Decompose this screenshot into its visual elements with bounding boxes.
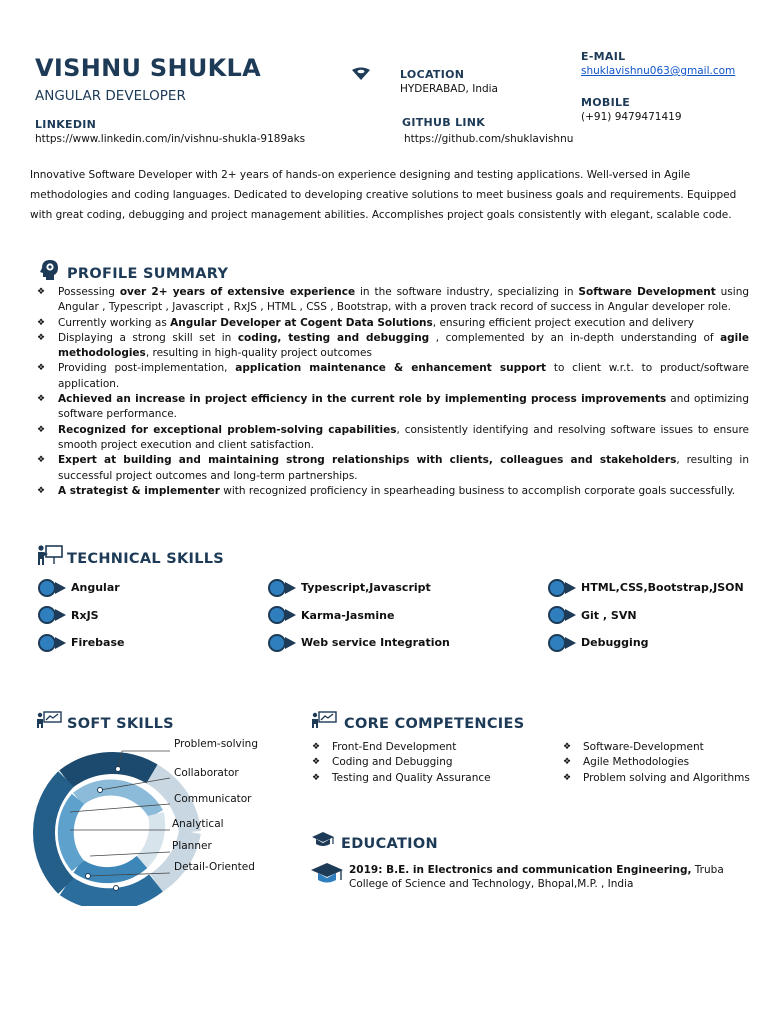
arrow-bullet-icon: [546, 634, 578, 652]
competency-item: ❖ Agile Methodologies: [563, 755, 750, 770]
profile-bullet: ❖ Achieved an increase in project efficiency in the current role by implementing process improvements and optimizing software performance.: [37, 393, 749, 421]
linkedin-value[interactable]: https://www.linkedin.com/in/vishnu-shukla-9189aks: [35, 133, 306, 145]
technical-skill-label: Web service Integration: [301, 636, 450, 650]
technical-skill-label: HTML,CSS,Bootstrap,JSON: [581, 581, 744, 595]
profile-bullet: ❖ A strategist & implementer with recognized proficiency in spearheading business to accomplish corporate goals successfully.: [37, 484, 749, 499]
arrow-bullet-icon: [266, 606, 298, 624]
profile-bullet: ❖ Recognized for exceptional problem-solving capabilities, consistently identifying and resolving software issues to ensure smooth project execution and client satisfaction.: [37, 423, 749, 451]
core-competencies-right: [563, 740, 750, 786]
presentation-icon: [311, 711, 337, 729]
email-label: E-MAIL: [581, 50, 626, 63]
arrow-bullet-icon: [546, 579, 578, 597]
soft-skill-3: Communicator: [174, 793, 252, 805]
technical-skill-item: [266, 574, 450, 602]
technical-skill-label: Angular: [71, 581, 120, 595]
diamond-bullet-icon: ❖: [37, 287, 46, 297]
arrow-bullet-icon: [36, 579, 68, 597]
candidate-role: ANGULAR DEVELOPER: [35, 88, 186, 104]
technical-skill-label: Git , SVN: [581, 608, 637, 622]
technical-skill-item: [546, 574, 744, 602]
summary-paragraph: Innovative Software Developer with 2+ years of hands-on experience designing and testing applications. Well-versed in Agile methodologies and coding languages. Dedicated to developing creative solutions to meet business goals and requirements. Equipped with great coding, debugging and project management abilities. Accomplishes project goals consistently with elegant, scalable code.: [30, 169, 737, 221]
technical-skill-label: Typescript,Javascript: [301, 581, 431, 595]
soft-skill-5: Planner: [172, 840, 212, 852]
linkedin-label: LINKEDIN: [35, 118, 97, 131]
technical-skill-item: [266, 629, 450, 657]
technical-skill-label: RxJS: [71, 608, 99, 622]
arrow-bullet-icon: [546, 606, 578, 624]
profile-bullet: ❖ Currently working as Angular Developer at Cogent Data Solutions, ensuring efficient project execution and delivery: [37, 316, 749, 331]
email-link[interactable]: shuklavishnu063@gmail.com: [581, 65, 736, 77]
technical-skill-item: [546, 602, 744, 630]
github-value[interactable]: https://github.com/shuklavishnu: [404, 133, 574, 145]
profile-bullet: ❖ Providing post-implementation, application maintenance & enhancement support to client w.r.t. to product/software application.: [37, 362, 749, 390]
head-gear-icon: [38, 258, 60, 282]
diamond-bullet-icon: ❖: [37, 485, 46, 496]
soft-skills-heading: SOFT SKILLS: [67, 716, 174, 732]
teacher-board-icon: [36, 544, 64, 566]
soft-skills-ring-diagram: [30, 736, 270, 906]
profile-bullet: ❖ Displaying a strong skill set in coding, testing and debugging , complemented by an in-depth understanding of agile methodologies, resulting in high-quality project outcomes: [37, 331, 749, 360]
soft-skill-1: Problem-solving: [174, 738, 258, 750]
education-heading: EDUCATION: [341, 836, 438, 852]
technical-skill-label: Karma-Jasmine: [301, 608, 395, 622]
soft-skill-6: Detail-Oriented: [174, 861, 255, 873]
candidate-name: VISHNU SHUKLA: [35, 54, 262, 82]
diamond-bullet-icon: ❖: [37, 424, 46, 435]
location-label: LOCATION: [400, 68, 465, 81]
technical-skill-label: Firebase: [71, 636, 125, 650]
arrow-bullet-icon: [36, 634, 68, 652]
graduation-cap-icon: [311, 830, 335, 850]
competency-item: ❖ Testing and Quality Assurance: [312, 771, 491, 786]
tech-skills-col-1: [36, 574, 124, 657]
arrow-bullet-icon: [266, 579, 298, 597]
mobile-label: MOBILE: [581, 96, 631, 109]
tech-skills-col-2: [266, 574, 450, 657]
technical-skills-heading: TECHNICAL SKILLS: [67, 551, 225, 567]
diamond-bullet-icon: ❖: [37, 317, 46, 328]
diamond-bullet-icon: ❖: [37, 363, 46, 374]
technical-skill-item: [36, 574, 124, 602]
core-competencies-left: [312, 740, 491, 786]
education-school-part1: Truba: [691, 864, 724, 876]
presentation-icon: [36, 711, 62, 729]
tech-skills-col-3: [546, 574, 744, 657]
technical-skill-label: Debugging: [581, 636, 649, 650]
location-value: HYDERABAD, India: [400, 83, 498, 95]
competency-item: ❖ Front-End Development: [312, 740, 491, 755]
profile-bullet: ❖ Possessing over 2+ years of extensive experience in the software industry, specializing in Software Development using Angular , Typescript , Javascript , RxJS , HTML , CSS , Bootstrap, with a proven track record of success in Angular developer role.: [37, 286, 750, 314]
education-school-part2: College of Science and Technology, Bhopal,M.P. , India: [349, 878, 634, 890]
diamond-bullet-icon: ❖: [37, 394, 46, 405]
soft-skill-4: Analytical: [172, 818, 224, 830]
github-label: GITHUB LINK: [402, 116, 486, 129]
profile-bullet: ❖ Expert at building and maintaining strong relationships with clients, colleagues and stakeholders, resulting in successful project outcomes and long-term partnerships.: [37, 454, 749, 482]
diamond-bullet-icon: ❖: [312, 772, 321, 783]
education-entry: [349, 863, 739, 891]
competency-item: ❖ Coding and Debugging: [312, 755, 491, 770]
core-competencies-heading: CORE COMPETENCIES: [344, 716, 525, 732]
technical-skill-item: [546, 629, 744, 657]
diamond-bullet-icon: ❖: [312, 742, 321, 752]
technical-skill-item: [266, 602, 450, 630]
technical-skill-item: [36, 629, 124, 657]
diamond-bullet-icon: ❖: [563, 772, 572, 783]
graduation-cap-icon: [310, 861, 344, 887]
diamond-bullet-icon: ❖: [37, 455, 46, 466]
competency-item: ❖ Software-Development: [563, 740, 750, 755]
soft-skill-2: Collaborator: [174, 767, 239, 779]
arrow-bullet-icon: [266, 634, 298, 652]
mobile-value: (+91) 9479471419: [581, 111, 682, 123]
diamond-bullet-icon: ❖: [312, 757, 321, 768]
competency-item: ❖ Problem solving and Algorithms: [563, 771, 750, 786]
arrow-bullet-icon: [36, 606, 68, 624]
location-icon: [351, 67, 371, 81]
diamond-bullet-icon: ❖: [563, 757, 572, 768]
education-degree: 2019: B.E. in Electronics and communication Engineering,: [349, 864, 692, 876]
profile-summary-list: [37, 285, 749, 499]
diamond-bullet-icon: ❖: [37, 332, 46, 343]
profile-summary-heading: PROFILE SUMMARY: [67, 266, 229, 282]
diamond-bullet-icon: ❖: [563, 742, 572, 752]
technical-skill-item: [36, 602, 124, 630]
